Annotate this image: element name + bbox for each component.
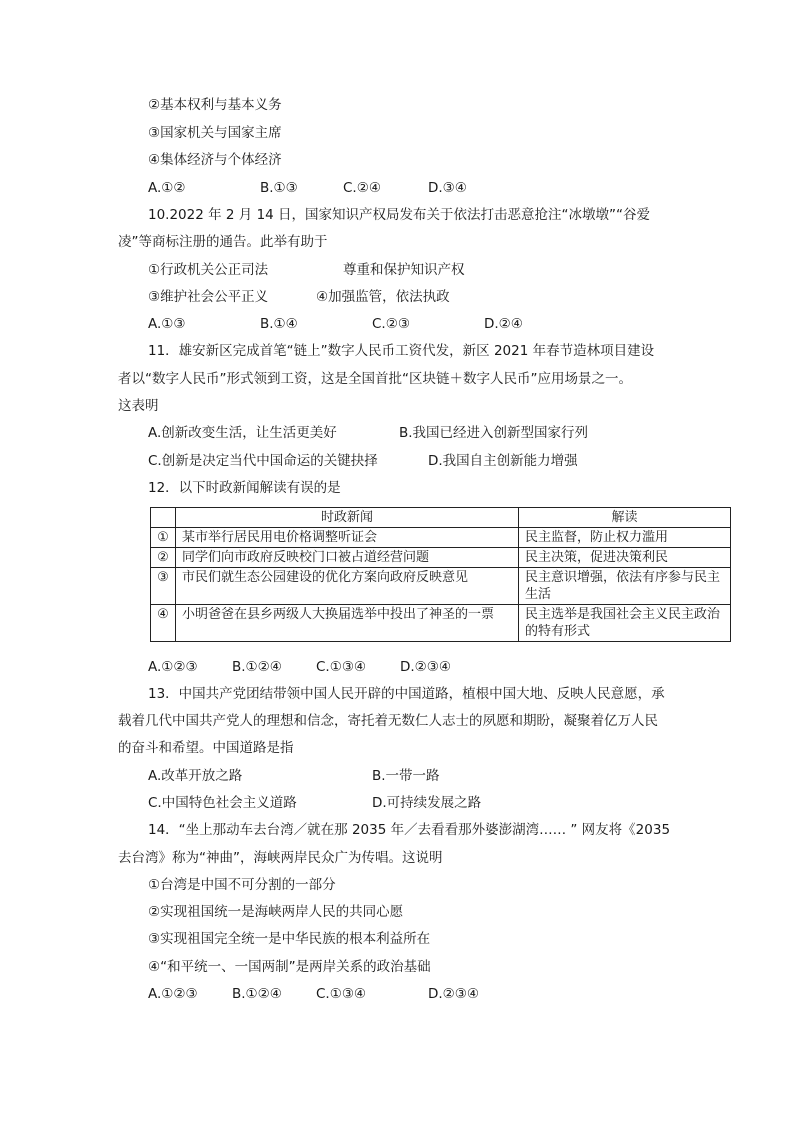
q14-stem-line1: 14．“坐上那动车去台湾／就在那 2035 年／去看看那外婆澎湖湾…… ” 网友将《2035 xyxy=(148,822,671,838)
table-header-num xyxy=(151,508,176,528)
q9-item-2: ②基本权利与基本义务 xyxy=(148,97,282,113)
q11-stem-line1: 11．雄安新区完成首笔“链上”数字人民币工资代发，新区 2021 年春节造林项目建设 xyxy=(148,343,655,359)
q10-option-d: D.②④ xyxy=(484,316,523,332)
q13-option-b: B.一带一路 xyxy=(372,768,440,784)
q11-option-c: C.创新是决定当代中国命运的关键抉择 xyxy=(148,453,378,469)
row-number: ③ xyxy=(151,568,176,605)
q13-option-c: C.中国特色社会主义道路 xyxy=(148,795,297,811)
row-news: 同学们向市政府反映校门口被占道经营问题 xyxy=(176,548,519,568)
q10-option-a: A.①③ xyxy=(148,316,186,332)
row-reading: 民主选举是我国社会主义民主政治的特有形式 xyxy=(519,605,731,642)
table-row xyxy=(151,605,731,642)
q11-stem-line3: 这表明 xyxy=(118,398,159,414)
q11-stem-line2: 者以“数字人民币”形式领到工资，这是全国首批“区块链＋数字人民币”应用场景之一。 xyxy=(118,371,632,387)
row-number: ② xyxy=(151,548,176,568)
q13-stem-line2: 载着几代中国共产党人的理想和信念，寄托着无数仁人志士的夙愿和期盼，凝聚着亿万人民 xyxy=(118,713,658,729)
q14-item-2: ②实现祖国统一是海峡两岸人民的共同心愿 xyxy=(148,904,404,920)
row-news: 小明爸爸在县乡两级人大换届选举中投出了神圣的一票 xyxy=(176,605,519,642)
q9-option-b: B.①③ xyxy=(260,180,298,196)
q9-item-3: ③国家机关与国家主席 xyxy=(148,125,282,141)
q10-item-3: ③维护社会公平正义 xyxy=(148,289,269,305)
q10-item-4: ④加强监管，依法执政 xyxy=(316,289,450,305)
q11-option-d: D.我国自主创新能力增强 xyxy=(428,453,578,469)
row-number: ④ xyxy=(151,605,176,642)
q10-item-1: ①行政机关公正司法 xyxy=(148,262,269,278)
q10-item-2: 尊重和保护知识产权 xyxy=(343,262,465,278)
table-row xyxy=(151,528,731,548)
news-table xyxy=(150,507,731,642)
q14-option-b: B.①②④ xyxy=(232,986,282,1002)
q11-option-b: B.我国已经进入创新型国家行列 xyxy=(399,425,589,441)
q9-option-c: C.②④ xyxy=(343,180,381,196)
q12-stem: 12．以下时政新闻解读有误的是 xyxy=(148,480,341,496)
q12-option-a: A.①②③ xyxy=(148,659,198,675)
row-news: 某市举行居民用电价格调整听证会 xyxy=(176,528,519,548)
row-reading: 民主监督，防止权力滥用 xyxy=(519,528,731,548)
q9-item-4: ④集体经济与个体经济 xyxy=(148,152,282,168)
q14-item-3: ③实现祖国完全统一是中华民族的根本利益所在 xyxy=(148,931,431,947)
q10-stem-line2: 凌”等商标注册的通告。此举有助于 xyxy=(118,234,328,250)
q11-option-a: A.创新改变生活，让生活更美好 xyxy=(148,425,337,441)
q13-stem-line3: 的奋斗和希望。中国道路是指 xyxy=(118,740,294,756)
q13-option-a: A.改革开放之路 xyxy=(148,768,243,784)
q10-option-c: C.②③ xyxy=(372,316,410,332)
q14-item-1: ①台湾是中国不可分割的一部分 xyxy=(148,877,336,893)
q14-stem-line2: 去台湾》称为“神曲”，海峡两岸民众广为传唱。这说明 xyxy=(118,850,443,866)
row-reading: 民主决策，促进决策利民 xyxy=(519,548,731,568)
table-header-news: 时政新闻 xyxy=(176,508,519,528)
row-reading: 民主意识增强，依法有序参与民主生活 xyxy=(519,568,731,605)
row-news: 市民们就生态公园建设的优化方案向政府反映意见 xyxy=(176,568,519,605)
q12-option-c: C.①③④ xyxy=(316,659,367,675)
table-header-row xyxy=(151,508,731,528)
q9-option-a: A.①② xyxy=(148,180,186,196)
table-row xyxy=(151,568,731,605)
table-row xyxy=(151,548,731,568)
q14-option-c: C.①③④ xyxy=(316,986,367,1002)
table-header-reading: 解读 xyxy=(519,508,731,528)
q10-option-b: B.①④ xyxy=(260,316,298,332)
q13-option-d: D.可持续发展之路 xyxy=(372,795,482,811)
q14-option-a: A.①②③ xyxy=(148,986,198,1002)
q12-option-b: B.①②④ xyxy=(232,659,282,675)
q14-option-d: D.②③④ xyxy=(428,986,479,1002)
q14-item-4: ④“和平统一、一国两制”是两岸关系的政治基础 xyxy=(148,959,431,975)
q13-stem-line1: 13．中国共产党团结带领中国人民开辟的中国道路，植根中国大地、反映人民意愿，承 xyxy=(148,686,665,702)
row-number: ① xyxy=(151,528,176,548)
q9-option-d: D.③④ xyxy=(428,180,467,196)
q10-stem-line1: 10.2022 年 2 月 14 日，国家知识产权局发布关于依法打击恶意抢注“冰墩墩”“谷爱 xyxy=(148,207,651,223)
q12-option-d: D.②③④ xyxy=(400,659,451,675)
